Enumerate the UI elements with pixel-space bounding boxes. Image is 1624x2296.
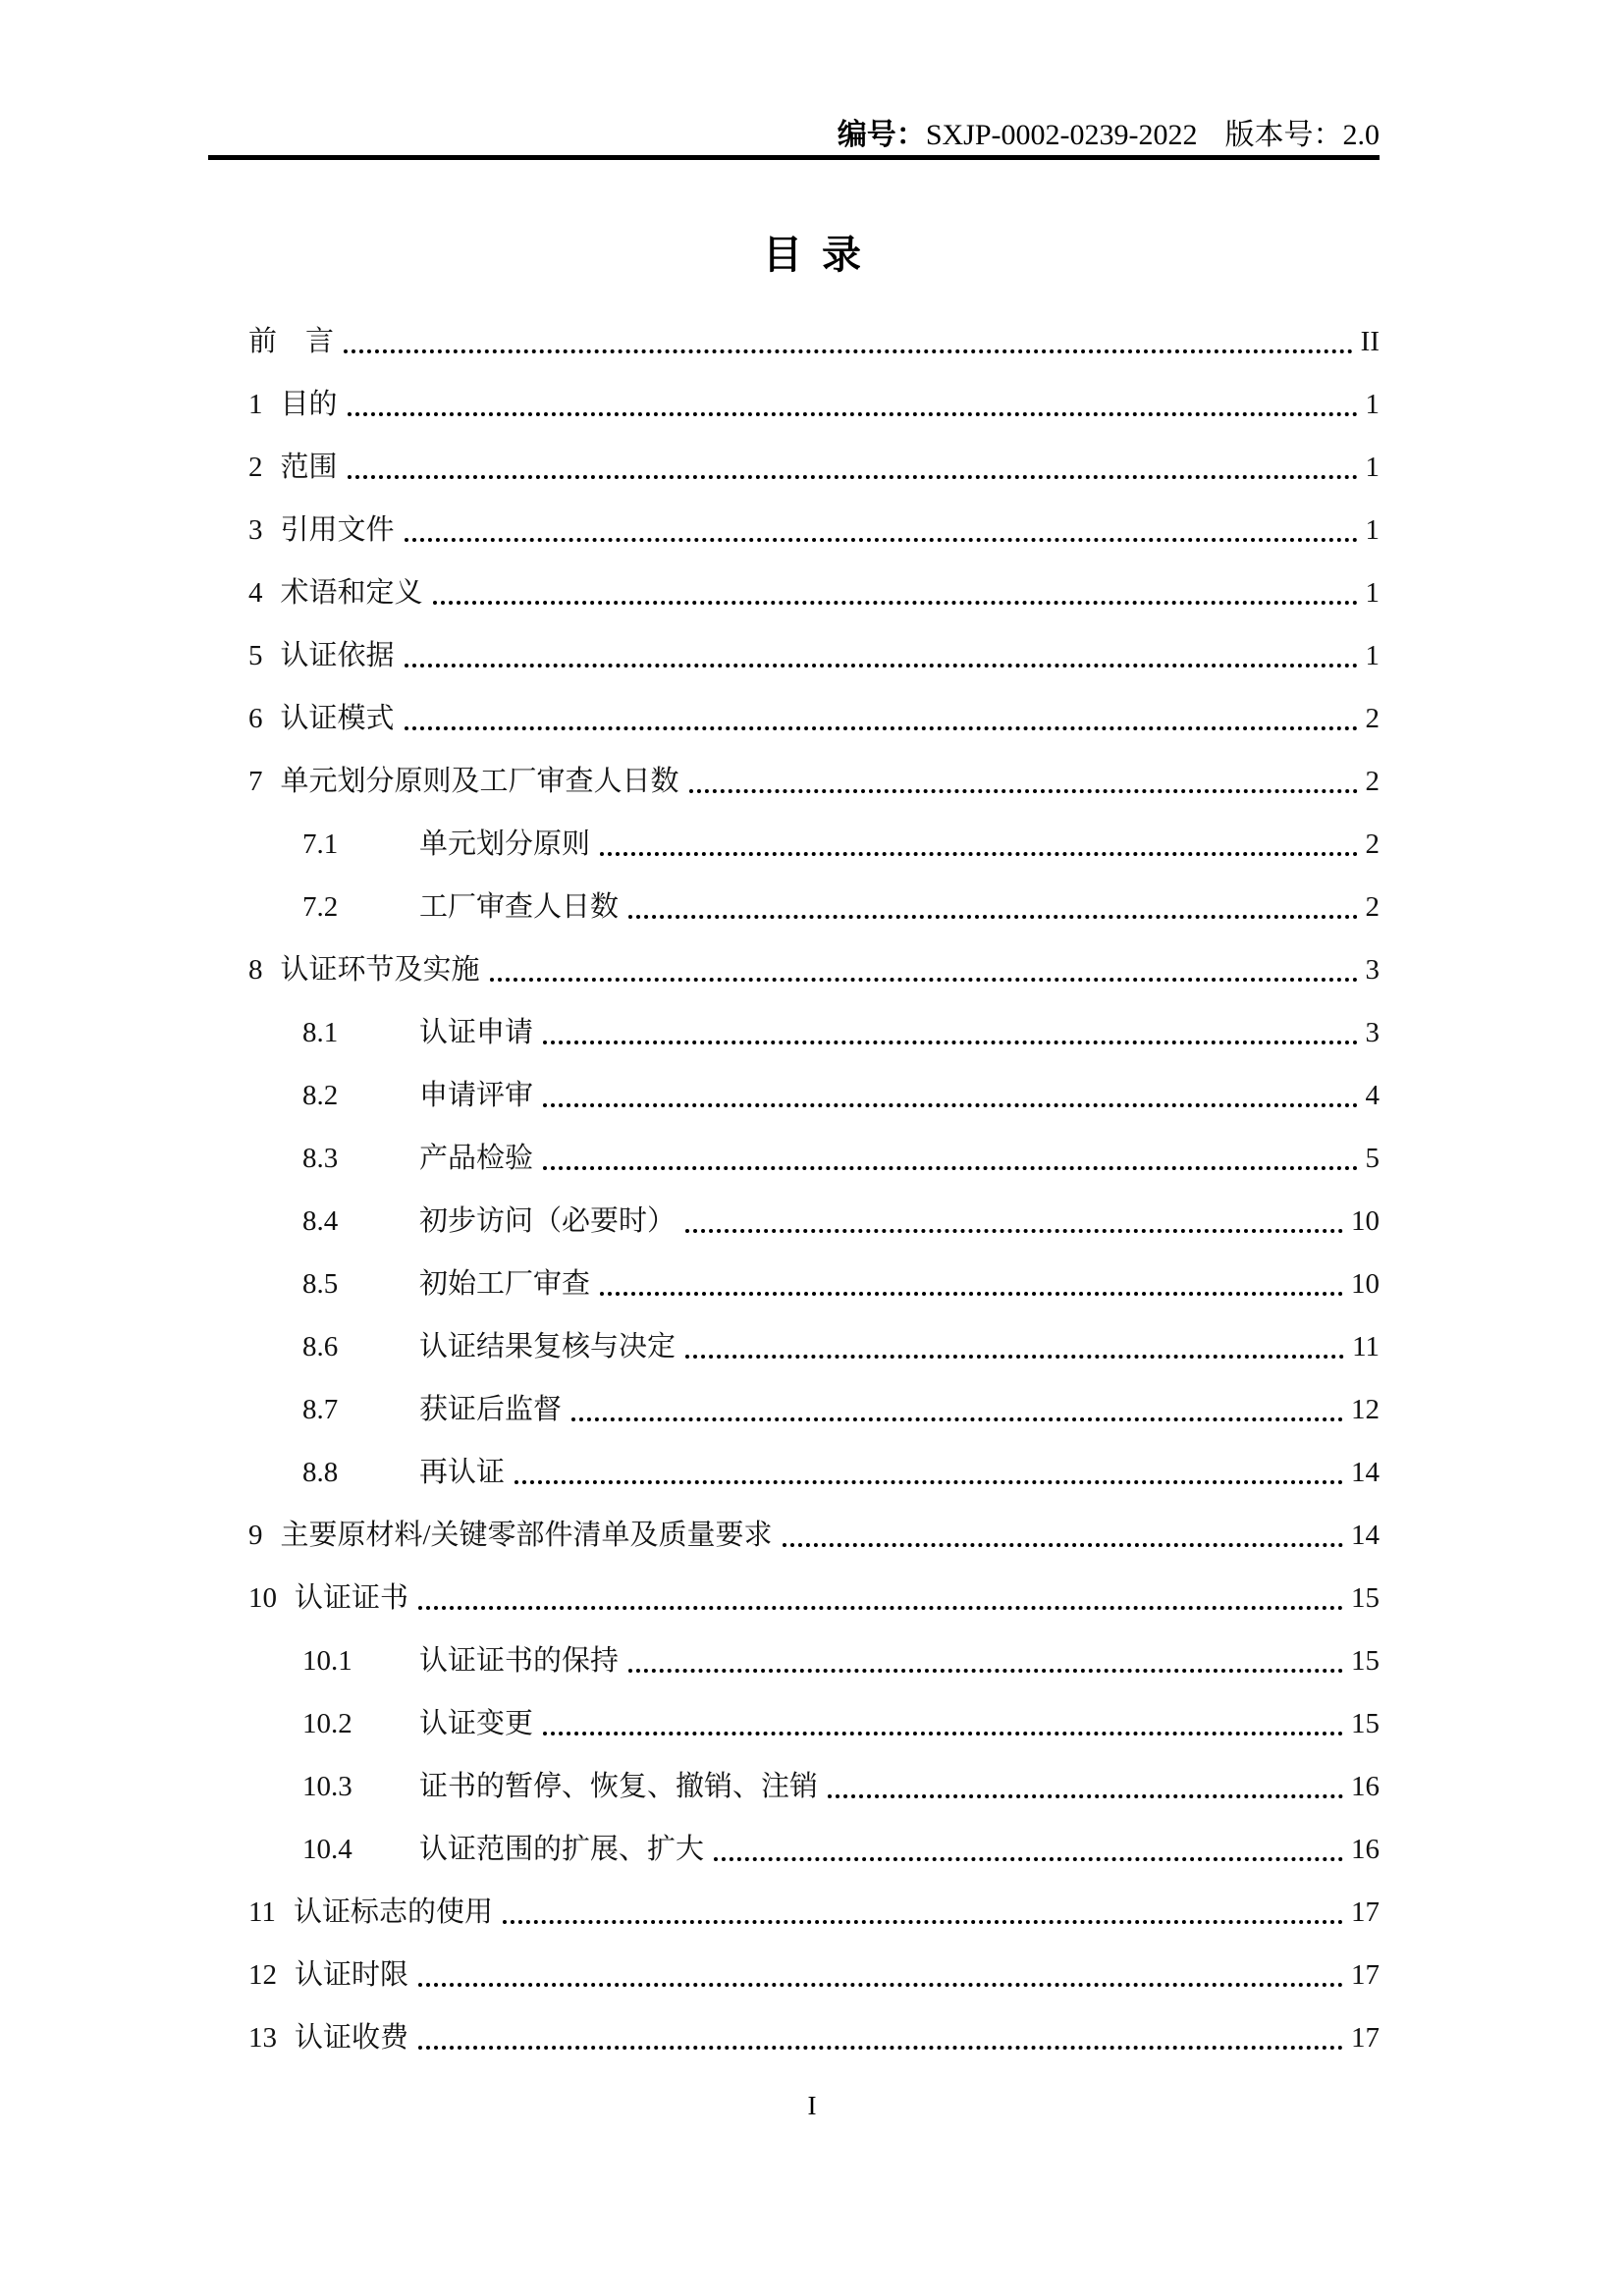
doc-version-label: 版本号： bbox=[1224, 119, 1343, 151]
toc-entry-page: 17 bbox=[1351, 1896, 1380, 1929]
toc-entry-title: 认证标志的使用 bbox=[293, 1896, 493, 1929]
toc-entry-page: 17 bbox=[1351, 2022, 1380, 2055]
dot-leader bbox=[685, 1229, 1343, 1233]
doc-version-value: 2.0 bbox=[1342, 119, 1380, 151]
dot-leader bbox=[543, 1732, 1343, 1735]
toc-entry-title: 工厂审查人日数 bbox=[419, 891, 620, 924]
toc-entry bbox=[248, 498, 1380, 561]
dot-leader bbox=[600, 1292, 1343, 1296]
toc-entry bbox=[248, 309, 1380, 372]
toc-entry-title: 认证环节及实施 bbox=[280, 954, 480, 987]
toc-entry bbox=[302, 1126, 1380, 1189]
toc-entry-title: 认证证书的保持 bbox=[419, 1645, 620, 1678]
toc-entry bbox=[302, 1440, 1380, 1503]
dot-leader bbox=[514, 1480, 1343, 1484]
dot-leader bbox=[783, 1543, 1343, 1547]
page-title: 目 录 bbox=[763, 233, 861, 277]
dot-leader bbox=[685, 1355, 1344, 1359]
toc-entry-title: 前 言 bbox=[248, 326, 335, 358]
toc-entry-title: 单元划分原则 bbox=[419, 828, 591, 861]
dot-leader bbox=[503, 1920, 1343, 1924]
toc-entry-number: 4 bbox=[248, 577, 263, 610]
toc-entry-number: 10.3 bbox=[302, 1771, 352, 1803]
dot-leader bbox=[689, 789, 1358, 793]
toc-entry-page: 14 bbox=[1351, 1520, 1380, 1552]
toc-entry-page: 11 bbox=[1352, 1331, 1380, 1363]
toc-entry-title: 认证模式 bbox=[280, 703, 395, 735]
toc-entry-title: 认证结果复核与决定 bbox=[419, 1331, 677, 1363]
toc-entry-page: 5 bbox=[1365, 1143, 1380, 1175]
toc-entry-title: 产品检验 bbox=[419, 1143, 534, 1175]
toc-entry bbox=[302, 812, 1380, 875]
dot-leader bbox=[405, 664, 1358, 667]
toc-entry bbox=[302, 1314, 1380, 1377]
toc-entry-page: 15 bbox=[1351, 1645, 1380, 1678]
toc-entry-page: 1 bbox=[1365, 452, 1380, 484]
toc-entry-number: 8.8 bbox=[302, 1457, 339, 1489]
toc-entry-title: 认证收费 bbox=[295, 2022, 409, 2055]
toc-entry-number: 12 bbox=[248, 1959, 277, 1992]
toc-entry-number: 9 bbox=[248, 1520, 263, 1552]
toc-entry-number: 11 bbox=[248, 1896, 276, 1929]
toc-entry-title: 认证依据 bbox=[280, 640, 395, 672]
footer-page-number: I bbox=[807, 2091, 817, 2120]
dot-leader bbox=[433, 601, 1358, 605]
toc-entry-page: 2 bbox=[1365, 891, 1380, 924]
dot-leader bbox=[628, 1669, 1343, 1673]
dot-leader bbox=[418, 2046, 1343, 2050]
dot-leader bbox=[348, 475, 1358, 479]
toc-entry bbox=[248, 2005, 1380, 2068]
toc-entry-number: 8.6 bbox=[302, 1331, 339, 1363]
dot-leader bbox=[714, 1857, 1343, 1861]
dot-leader bbox=[543, 1041, 1357, 1044]
toc-entry-title: 认证范围的扩展、扩大 bbox=[419, 1834, 705, 1866]
toc-entry-number: 8.4 bbox=[302, 1205, 339, 1238]
toc-entry-number: 1 bbox=[248, 389, 263, 421]
toc-entry-number: 8.3 bbox=[302, 1143, 339, 1175]
toc-entry-number: 3 bbox=[248, 514, 263, 547]
toc-entry-page: 17 bbox=[1351, 1959, 1380, 1992]
toc-entry bbox=[302, 1000, 1380, 1063]
toc-entry-title: 范围 bbox=[280, 452, 338, 484]
toc-entry-page: 15 bbox=[1351, 1582, 1380, 1615]
dot-leader bbox=[344, 349, 1353, 353]
toc-entry bbox=[248, 623, 1380, 686]
toc-entry bbox=[302, 1377, 1380, 1440]
toc-entry bbox=[302, 1629, 1380, 1691]
toc-entry-title: 引用文件 bbox=[280, 514, 395, 547]
toc-entry-number: 8.1 bbox=[302, 1017, 339, 1049]
dot-leader bbox=[571, 1417, 1343, 1421]
toc-entry-title: 认证变更 bbox=[419, 1708, 534, 1740]
toc-entry bbox=[248, 1880, 1380, 1943]
toc-entry bbox=[302, 1817, 1380, 1880]
toc-entry-title: 目的 bbox=[280, 389, 338, 421]
toc-entry bbox=[302, 1754, 1380, 1817]
toc-entry bbox=[302, 875, 1380, 937]
dot-leader bbox=[405, 538, 1358, 542]
toc-entry-page: 2 bbox=[1365, 766, 1380, 798]
toc-entry-title: 单元划分原则及工厂审查人日数 bbox=[280, 766, 679, 798]
toc-entry-page: 2 bbox=[1365, 703, 1380, 735]
toc-entry-page: 1 bbox=[1365, 389, 1380, 421]
toc-entry-page: 15 bbox=[1351, 1708, 1380, 1740]
toc-entry bbox=[248, 372, 1380, 435]
dot-leader bbox=[543, 1103, 1357, 1107]
toc-entry bbox=[302, 1063, 1380, 1126]
doc-code-value: SXJP-0002-0239-2022 bbox=[925, 119, 1198, 151]
toc-entry-title: 主要原材料/关键零部件清单及质量要求 bbox=[280, 1520, 773, 1552]
toc-entry bbox=[248, 1503, 1380, 1566]
toc-entry-number: 8 bbox=[248, 954, 263, 987]
toc-entry-page: 16 bbox=[1351, 1771, 1380, 1803]
toc-entry-number: 7.1 bbox=[302, 828, 339, 861]
toc-entry-page: 10 bbox=[1351, 1268, 1380, 1301]
toc-entry-title: 获证后监督 bbox=[419, 1394, 563, 1426]
toc-entry-number: 8.2 bbox=[302, 1080, 339, 1112]
toc-entry bbox=[248, 435, 1380, 498]
toc-entry-number: 10.2 bbox=[302, 1708, 352, 1740]
toc-entry-number: 2 bbox=[248, 452, 263, 484]
dot-leader bbox=[490, 978, 1358, 982]
toc-entry bbox=[248, 1943, 1380, 2005]
toc-entry-title: 申请评审 bbox=[419, 1080, 534, 1112]
toc-entry-page: 2 bbox=[1365, 828, 1380, 861]
toc-entry-page: 10 bbox=[1351, 1205, 1380, 1238]
toc-entry-page: 12 bbox=[1351, 1394, 1380, 1426]
toc-entry bbox=[302, 1189, 1380, 1252]
toc-entry bbox=[302, 1252, 1380, 1314]
toc-entry-number: 6 bbox=[248, 703, 263, 735]
toc-entry-number: 10.1 bbox=[302, 1645, 352, 1678]
toc-entry-page: 4 bbox=[1365, 1080, 1380, 1112]
doc-code-label: 编号： bbox=[837, 119, 926, 151]
toc-entry bbox=[248, 561, 1380, 623]
toc-entry-title: 认证时限 bbox=[295, 1959, 409, 1992]
toc-entry-number: 13 bbox=[248, 2022, 277, 2055]
toc-entry-page: 3 bbox=[1365, 1017, 1380, 1049]
toc-list bbox=[248, 309, 1380, 2068]
toc-entry bbox=[248, 749, 1380, 812]
dot-leader bbox=[828, 1794, 1343, 1798]
dot-leader bbox=[418, 1983, 1343, 1987]
toc-entry bbox=[248, 1566, 1380, 1629]
toc-entry-number: 7 bbox=[248, 766, 263, 798]
toc-entry-number: 8.5 bbox=[302, 1268, 339, 1301]
toc-entry-page: 14 bbox=[1351, 1457, 1380, 1489]
toc-entry-title: 认证证书 bbox=[295, 1582, 409, 1615]
toc-entry-page: 3 bbox=[1365, 954, 1380, 987]
toc-entry-number: 5 bbox=[248, 640, 263, 672]
toc-entry-number: 10 bbox=[248, 1582, 277, 1615]
document-header bbox=[838, 110, 1380, 153]
toc-entry-number: 7.2 bbox=[302, 891, 339, 924]
toc-entry-page: 1 bbox=[1365, 577, 1380, 610]
toc-entry-title: 术语和定义 bbox=[280, 577, 423, 610]
toc-entry-title: 初始工厂审查 bbox=[419, 1268, 591, 1301]
dot-leader bbox=[418, 1606, 1343, 1610]
dot-leader bbox=[348, 412, 1358, 416]
toc-entry bbox=[302, 1691, 1380, 1754]
toc-entry-number: 10.4 bbox=[302, 1834, 352, 1866]
dot-leader bbox=[600, 852, 1357, 856]
dot-leader bbox=[405, 726, 1358, 730]
toc-entry-number: 8.7 bbox=[302, 1394, 339, 1426]
toc-entry bbox=[248, 686, 1380, 749]
toc-entry-page: II bbox=[1360, 326, 1380, 358]
header-rule bbox=[208, 155, 1380, 160]
toc-entry-title: 再认证 bbox=[419, 1457, 506, 1489]
toc-entry-page: 16 bbox=[1351, 1834, 1380, 1866]
dot-leader bbox=[543, 1166, 1357, 1170]
toc-entry-title: 初步访问（必要时） bbox=[419, 1205, 677, 1238]
toc-entry bbox=[248, 937, 1380, 1000]
toc-entry-page: 1 bbox=[1365, 640, 1380, 672]
toc-entry-title: 认证申请 bbox=[419, 1017, 534, 1049]
dot-leader bbox=[628, 915, 1357, 919]
toc-entry-title: 证书的暂停、恢复、撤销、注销 bbox=[419, 1771, 819, 1803]
toc-entry-page: 1 bbox=[1365, 514, 1380, 547]
